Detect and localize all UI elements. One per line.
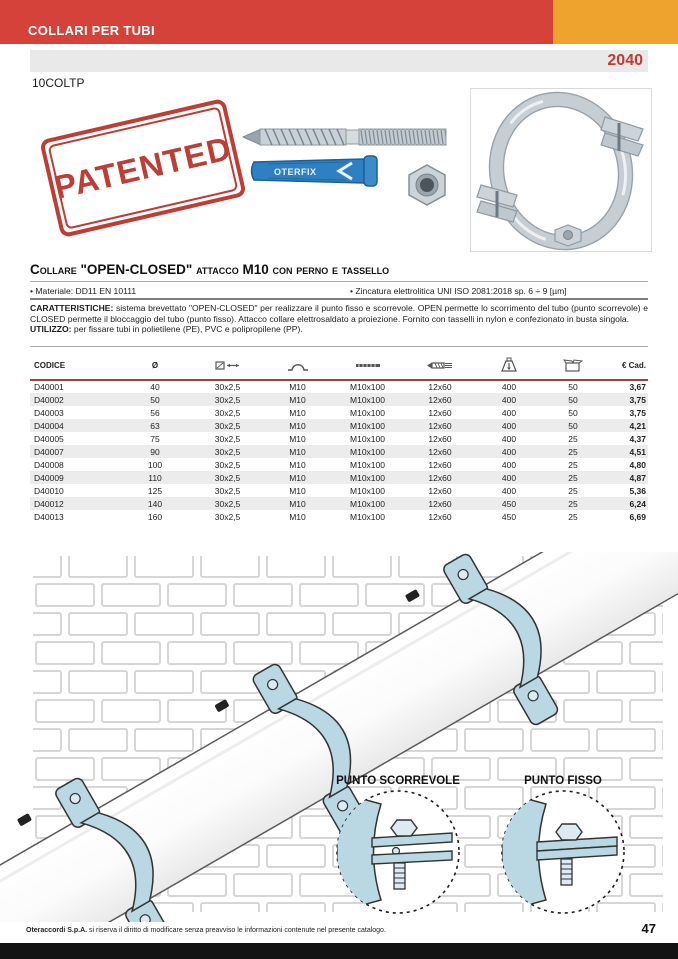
- bolt-tip: [243, 129, 261, 145]
- footer-disclaimer: Oteraccordi S.p.A. si riserva il diritto di modificare senza preavviso le informazioni contenute nel presente catalogo.: [26, 927, 386, 934]
- table-header-row: [30, 351, 648, 380]
- cell-attacco: M10: [289, 394, 306, 405]
- col-header-band: [190, 351, 265, 380]
- cell-carico: 450: [501, 511, 517, 522]
- hex-nut-photo: [403, 162, 451, 208]
- cell-perno: M10x100: [350, 459, 385, 470]
- col-header-price: € Cad.: [603, 351, 648, 380]
- cell-tassello: 12x60: [428, 472, 452, 483]
- footer-black-bar: [0, 943, 678, 959]
- cell-nastro: 30x2,5: [214, 485, 241, 496]
- cell-diametro: 40: [150, 382, 160, 392]
- cell-pezzi: 25: [568, 446, 578, 457]
- cell-perno: M10x100: [350, 498, 385, 509]
- footer-company: Oteraccordi S.p.A.: [26, 927, 88, 934]
- cell-diametro: 50: [150, 394, 160, 405]
- caratteristiche-label: CARATTERISTICHE:: [30, 303, 114, 313]
- cell-codice: D40005: [34, 433, 64, 444]
- cell-carico: 400: [501, 446, 517, 457]
- utilizzo-label: UTILIZZO:: [30, 324, 72, 335]
- cell-attacco: M10: [289, 446, 306, 457]
- cell-nastro: 30x2,5: [214, 394, 241, 405]
- product-table: [30, 351, 648, 523]
- cell-carico: 400: [501, 394, 517, 405]
- cell-prezzo: 6,69: [629, 511, 646, 522]
- patented-stamp: [39, 98, 247, 238]
- cell-perno: M10x100: [350, 394, 385, 405]
- cell-prezzo: 3,75: [629, 407, 646, 418]
- cell-pezzi: 25: [568, 498, 578, 509]
- cell-attacco: M10: [289, 382, 306, 392]
- page-number: 47: [641, 921, 656, 936]
- cell-perno: M10x100: [350, 420, 385, 431]
- divider: [30, 346, 648, 347]
- cell-carico: 400: [501, 420, 517, 431]
- cell-attacco: M10: [289, 511, 306, 522]
- cell-diametro: 56: [150, 407, 160, 418]
- cell-diametro: 63: [150, 420, 160, 431]
- bolt-machine-thread: [359, 129, 446, 145]
- cell-pezzi: 25: [568, 485, 578, 496]
- band-section-icon: [215, 359, 241, 372]
- cell-tassello: 12x60: [428, 446, 452, 457]
- cell-attacco: M10: [289, 472, 306, 483]
- col-header-rod: [330, 351, 405, 380]
- cell-tassello: 12x60: [428, 459, 452, 470]
- cell-attacco: M10: [289, 498, 306, 509]
- cell-nastro: 30x2,5: [214, 407, 241, 418]
- cell-nastro: 30x2,5: [214, 433, 241, 444]
- plating-spec: • Zincatura elettrolitica UNI ISO 2081:2018 sp. 6 ÷ 9 [µm]: [350, 286, 567, 296]
- header-band: [0, 0, 678, 44]
- cell-attacco: M10: [289, 433, 306, 444]
- cell-diametro: 90: [150, 446, 160, 457]
- cell-prezzo: 4,51: [629, 446, 646, 457]
- collar-photo-box: [470, 88, 652, 252]
- cell-tassello: 12x60: [428, 382, 452, 392]
- cell-tassello: 12x60: [428, 420, 452, 431]
- cell-diametro: 125: [147, 485, 163, 496]
- header-orange-block: [553, 0, 678, 44]
- cell-carico: 400: [501, 472, 517, 483]
- pipe-collar-photo: [471, 89, 651, 251]
- col-header-diameter: Ø: [120, 351, 190, 380]
- cell-perno: M10x100: [350, 511, 385, 522]
- cell-prezzo: 3,67: [629, 382, 646, 392]
- cell-attacco: M10: [289, 459, 306, 470]
- cell-pezzi: 50: [568, 420, 578, 431]
- cell-codice: D40003: [34, 407, 64, 418]
- col-header-attachment: [265, 351, 330, 380]
- cell-prezzo: 5,36: [629, 485, 646, 496]
- divider-thick: [30, 298, 648, 300]
- cell-carico: 400: [501, 485, 517, 496]
- cell-prezzo: 4,80: [629, 459, 646, 470]
- cell-nastro: 30x2,5: [214, 472, 241, 483]
- table-body: [30, 380, 648, 523]
- cell-tassello: 12x60: [428, 511, 452, 522]
- cell-pezzi: 50: [568, 382, 578, 392]
- plug-collar-ring: [364, 156, 377, 186]
- sliding-point-label: PUNTO SCORREVOLE: [336, 775, 460, 787]
- cell-nastro: 30x2,5: [214, 420, 241, 431]
- cell-nastro: 30x2,5: [214, 382, 241, 392]
- cell-pezzi: 25: [568, 511, 578, 522]
- cell-pezzi: 25: [568, 459, 578, 470]
- wall-plug-icon: [426, 359, 454, 372]
- nut-hole: [420, 178, 434, 192]
- col-header-qty: [543, 351, 603, 380]
- cell-diametro: 140: [147, 498, 163, 509]
- table-row: [30, 445, 648, 458]
- installation-drawing: [0, 552, 678, 922]
- cell-prezzo: 4,37: [629, 433, 646, 444]
- collar-bottom-nut: [555, 225, 581, 246]
- cell-codice: D40007: [34, 446, 64, 457]
- cell-tassello: 12x60: [428, 485, 452, 496]
- product-code: 10COLTP: [32, 76, 85, 90]
- cell-perno: M10x100: [350, 485, 385, 496]
- table-row: [30, 380, 648, 393]
- cell-diametro: 100: [147, 459, 163, 470]
- table-row: [30, 406, 648, 419]
- cell-carico: 400: [501, 407, 517, 418]
- cell-pezzi: 25: [568, 433, 578, 444]
- cell-pezzi: 50: [568, 407, 578, 418]
- cell-pezzi: 50: [568, 394, 578, 405]
- cell-prezzo: 3,75: [629, 394, 646, 405]
- cell-perno: M10x100: [350, 472, 385, 483]
- category-code: 2040: [607, 52, 643, 69]
- cell-tassello: 12x60: [428, 433, 452, 444]
- material-spec: • Materiale: DD11 EN 10111: [30, 286, 137, 296]
- cell-prezzo: 6,24: [629, 498, 646, 509]
- product-title: [30, 261, 648, 279]
- patented-stamp-text: PATENTED: [50, 129, 236, 206]
- threaded-rod-icon: [355, 359, 381, 372]
- table-row: [30, 497, 648, 510]
- cell-attacco: M10: [289, 407, 306, 418]
- table-row: [30, 484, 648, 497]
- title-part: Collare: [30, 262, 81, 277]
- cell-carico: 400: [501, 382, 517, 392]
- table-row: [30, 458, 648, 471]
- cell-perno: M10x100: [350, 433, 385, 444]
- cell-tassello: 12x60: [428, 394, 452, 405]
- utilizzo-paragraph: UTILIZZO: per fissare tubi in polietilene (PE), PVC e polipropilene (PP).: [30, 324, 303, 335]
- collar-ring: [473, 89, 649, 251]
- cell-attacco: M10: [289, 485, 306, 496]
- materials-row: [30, 286, 648, 296]
- col-header-codice: CODICE: [30, 351, 120, 380]
- patented-stamp-frame: [48, 106, 239, 229]
- collar-flange-bottom-left: [477, 185, 517, 222]
- cell-perno: M10x100: [350, 446, 385, 457]
- cell-perno: M10x100: [350, 407, 385, 418]
- cell-tassello: 12x60: [428, 407, 452, 418]
- cell-nastro: 30x2,5: [214, 459, 241, 470]
- table-row: [30, 419, 648, 432]
- table-row: [30, 471, 648, 484]
- cell-nastro: 30x2,5: [214, 498, 241, 509]
- cell-nastro: 30x2,5: [214, 511, 241, 522]
- description-block: [30, 303, 648, 335]
- cell-carico: 400: [501, 433, 517, 444]
- cell-prezzo: 4,87: [629, 472, 646, 483]
- cell-codice: D40010: [34, 485, 64, 496]
- cell-perno: M10x100: [350, 382, 385, 392]
- cell-prezzo: 4,21: [629, 420, 646, 431]
- cell-codice: D40009: [34, 472, 64, 483]
- col-header-load: [475, 351, 543, 380]
- caratteristiche-paragraph: CARATTERISTICHE: sistema brevettato "OPEN-CLOSED" per realizzare il punto fisso e scorrevole. OPEN permette lo scorrimento del tubo (punto scorrevole) e CLOSED permette il bloccaggio del tubo (punto fisso). Attacco collare elettrosaldato a proiezione. Fornito con tasselli in nylon e confezionato in busta singola.: [30, 303, 648, 324]
- cell-carico: 450: [501, 498, 517, 509]
- bolt-shank: [346, 130, 359, 144]
- title-part: M10: [242, 262, 273, 277]
- col-header-plug: [405, 351, 475, 380]
- max-load-icon: [500, 357, 518, 373]
- box-quantity-icon: [563, 358, 583, 373]
- cell-codice: D40013: [34, 511, 64, 522]
- plug-brand-text: OTERFIX: [274, 167, 317, 177]
- collar-arch-icon: [287, 359, 309, 372]
- title-part: con perno e tassello: [272, 262, 390, 277]
- cell-pezzi: 25: [568, 472, 578, 483]
- cell-codice: D40012: [34, 498, 64, 509]
- title-part: "OPEN-CLOSED": [80, 262, 197, 277]
- table-row: [30, 510, 648, 523]
- table-row: [30, 432, 648, 445]
- cell-diametro: 75: [150, 433, 160, 444]
- fixed-point-label: PUNTO FISSO: [524, 775, 602, 787]
- page-title: COLLARI PER TUBI: [28, 23, 155, 38]
- cell-attacco: M10: [289, 420, 306, 431]
- category-code-bar: [30, 50, 648, 72]
- cell-codice: D40004: [34, 420, 64, 431]
- cell-diametro: 110: [148, 472, 162, 483]
- cell-carico: 400: [501, 459, 517, 470]
- nylon-wall-plug-photo: [246, 152, 386, 190]
- collar-flange-top-right: [601, 117, 643, 156]
- divider: [30, 281, 648, 282]
- cell-codice: D40008: [34, 459, 64, 470]
- table-row: [30, 393, 648, 406]
- title-part: attacco: [196, 262, 243, 277]
- cell-codice: D40001: [34, 382, 64, 392]
- cell-nastro: 30x2,5: [214, 446, 241, 457]
- cell-diametro: 160: [147, 511, 163, 522]
- cell-tassello: 12x60: [428, 498, 452, 509]
- cell-codice: D40002: [34, 394, 64, 405]
